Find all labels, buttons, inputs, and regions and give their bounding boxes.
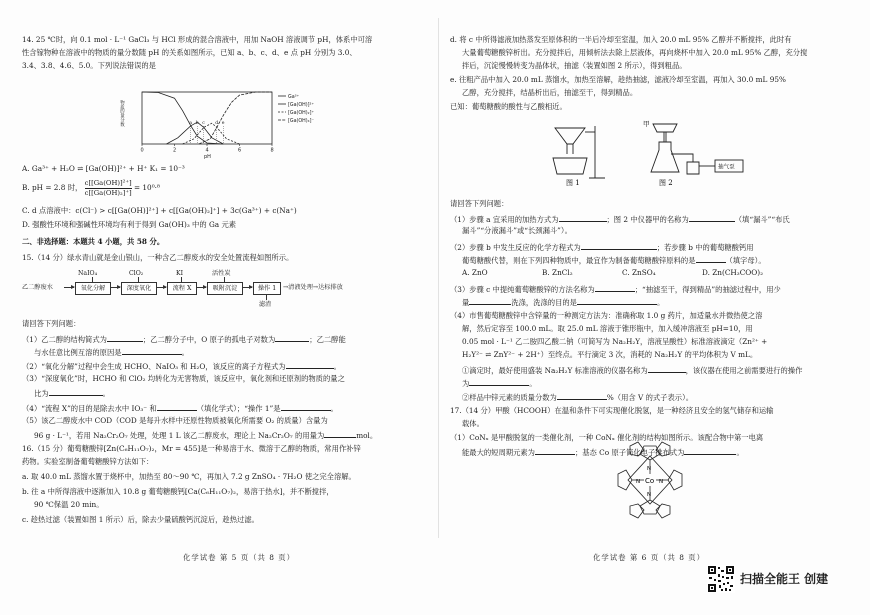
q16-stem-2: 药物。实验室制备葡萄糖酸锌方法如下： xyxy=(22,457,154,466)
legend-label: [Ga(OH)₄]⁻ xyxy=(288,119,314,124)
q16-sub-1-cont: 漏斗”“分液漏斗”或“长颈漏斗”）。 xyxy=(462,226,572,235)
q15-s4-text-b: （填化学式）；“操作 1”是 xyxy=(196,404,281,413)
q16-sub-4-3: 0.05 mol · L⁻¹ 乙二胺四乙酸二钠（可简写为 Na₂H₂Y，溶液呈酸性）标准溶液滴定（Zn²⁺ + xyxy=(462,337,768,346)
flow-output: →清液处理→达标排放 xyxy=(283,284,343,291)
scanner-watermark: 扫描全能王 创建 xyxy=(740,572,829,586)
q16-s3-text-a: （3）步骤 c 中提纯葡萄糖酸锌的方法名称为 xyxy=(450,285,595,294)
q16-s4-text-i: %（用含 V 的式子表示）。 xyxy=(606,393,694,402)
q17-s1-text-d: 能最大的短周期元素为 xyxy=(462,448,535,457)
q14-stem-line-1: 14. 25 ℃时，向 0.1 mol · L⁻¹ GaCl₃ 与 HCl 形成的混合溶液中，用加 NaOH 溶液调节 pH，体系中可溶 xyxy=(22,35,373,44)
flow-waste: 滤渣 xyxy=(259,301,272,308)
funnel-stem-2 xyxy=(664,132,666,142)
q16-s4-text-g: 为 xyxy=(462,379,470,388)
qr-code-icon xyxy=(707,565,735,593)
q15-s1-text-a: （1）乙二醇的结构简式为 xyxy=(22,335,107,344)
q16-step-d-3: 拌后，沉淀慢慢转变为晶体状，抽滤（装置如图 2 所示），得到粗品。 xyxy=(462,61,687,70)
q15-sub-3: （3）“深度氧化”时，HCHO 和 ClO₂ 均转化为无害物质，该反应中，氧化剂和还原剂的物质的量之 xyxy=(22,374,345,383)
q16-sub-4-6: 为 。 xyxy=(450,376,850,391)
answer-blank[interactable] xyxy=(559,212,607,222)
flow-reagent-clo2: ClO₂ xyxy=(129,270,144,277)
co-atom-label: Co xyxy=(645,477,655,485)
q15-s1-text-c: ；乙二醇能 xyxy=(309,335,346,344)
q15-sub-3-cont: 比为 。 xyxy=(22,386,422,401)
x-tick-label: 2 xyxy=(173,147,177,154)
suction-flask xyxy=(651,142,679,172)
answer-blank[interactable] xyxy=(286,359,334,369)
benzo-ring xyxy=(656,442,670,456)
flow-arrow xyxy=(196,287,206,288)
q16-s3-text-c: 量 xyxy=(462,298,470,307)
option-c: C. ZnSO₄ xyxy=(622,268,656,277)
n-atom-label: N xyxy=(647,466,652,472)
option-d: D. Zn(CH₃COO)₂ xyxy=(702,268,764,277)
q16-step-c: c. 趁热过滤（装置如图 1 所示）后，除去少量硫酸钙沉淀后，趁热过滤。 xyxy=(22,515,259,524)
q15-s1-text-d: 与水任意比例互溶的原因是 xyxy=(34,348,122,357)
q16-s3-text-b: ；“抽滤至干，得到精品”的抽滤过程中，用少 xyxy=(634,285,781,294)
answer-blank[interactable] xyxy=(696,253,726,263)
legend-label: [Ga(OH)]²⁺ xyxy=(288,103,314,108)
answer-blank[interactable] xyxy=(469,376,529,386)
answer-blank[interactable] xyxy=(157,401,197,411)
q15-s3-text-b: 比为 xyxy=(34,389,49,398)
figure-2-caption: 图 2 xyxy=(659,179,673,187)
q16-s1-text-b: ；图 2 中仪器甲的名称为 xyxy=(606,215,689,224)
q16-step-d: d. 将 c 中所得滤液加热蒸发至原体积的一半后冷却至室温，加入 20.0 mL 95% 乙醇并不断搅拌，此时有 xyxy=(450,35,792,44)
series-line xyxy=(199,92,272,144)
flow-arrow xyxy=(64,287,74,288)
q14-option-b-value: = 10⁰·⁸ xyxy=(133,183,160,193)
q16-step-a: a. 取 40.0 mL 蒸馏水置于烧杯中，加热至 80～90 ℃，再加入 7.2 g ZnSO₄ · 7H₂O 使之完全溶解。 xyxy=(22,472,356,481)
q14-option-b-fraction xyxy=(85,179,132,198)
flow-box-process-x: 流程 X xyxy=(167,282,197,295)
q16-s3-text-d: 洗涤，洗涤的目的是 xyxy=(511,298,577,307)
flow-reagent-line xyxy=(138,277,139,282)
point-label: c xyxy=(202,121,205,126)
q15-s5-text-c: mol。 xyxy=(356,431,378,440)
option-b: B. ZnCl₂ xyxy=(542,268,573,277)
legend-label: Ga³⁺ xyxy=(288,95,300,100)
point-label: b xyxy=(195,121,199,126)
answer-blank[interactable] xyxy=(595,282,635,292)
q16-sub-4-4: H₂Y²⁻ ⇌ ZnY²⁻ + 2H⁺）至终点。平行滴定 3 次，消耗的 Na₂H₂Y 的平均体积为 V mL。 xyxy=(462,350,758,359)
buchner-funnel xyxy=(653,124,677,132)
q15-ask: 请回答下列问题： xyxy=(22,319,81,328)
chart-frame xyxy=(142,92,272,144)
q14-stem-line-3: 3.4、3.8、4.6、5.0。下列说法错误的是 xyxy=(22,61,156,70)
flow-box-operation-1: 操作 1 xyxy=(253,282,281,295)
q16-s2-text-d: （填字母）。 xyxy=(725,256,766,265)
q16-step-b: b. 往 a 中所得溶液中逐渐加入 10.8 g 葡萄糖酸钙[Ca(C₆H₁₁O₇)₂，易溶于热水]，并不断搅拌， xyxy=(22,487,334,496)
flow-reagent-line xyxy=(92,277,93,282)
q14-option-c: C. d 点溶液中：c(Cl⁻) > c[[Ga(OH)]²⁺] + c[[Ga(OH)₂]⁺] + 3c(Ga³⁺) + c(Na⁺) xyxy=(22,206,297,215)
answer-blank[interactable] xyxy=(107,332,143,342)
answer-blank[interactable] xyxy=(689,212,735,222)
flow-box-adsorption: 吸附沉淀 xyxy=(207,282,243,295)
q15-s4-text-a: （4）“流程 X”的目的是除去水中 IO₃⁻ 和 xyxy=(22,404,157,413)
funnel-stem xyxy=(567,144,573,154)
page-5-column xyxy=(22,0,432,560)
pyrrole-right xyxy=(668,470,682,490)
flow-box-oxidation: 氧化分解 xyxy=(75,282,111,295)
fraction-denominator: c[[Ga(OH)₂]⁺] xyxy=(84,189,132,197)
answer-blank[interactable] xyxy=(324,428,356,438)
q16-s4-text-e: ①滴定时，最好使用盛装 Na₂H₂Y 标准溶液的仪器名称为 xyxy=(462,366,648,375)
flow-reagent-carbon: 活性炭 xyxy=(212,270,231,277)
answer-blank[interactable] xyxy=(275,332,309,342)
species-distribution-chart xyxy=(114,84,334,164)
x-tick-label: 8 xyxy=(270,147,274,154)
q14-option-b-prefix: B. pH = 2.8 时， xyxy=(22,183,83,193)
flow-arrow xyxy=(110,287,120,288)
page-6-footer: 化学试卷 第 6 页（共 8 页） xyxy=(593,553,706,562)
q17-sub-1-cont: 能最大的短周期元素为 ；基态 Co 原子简化电子排布式为 。 xyxy=(450,445,850,460)
fraction-numerator: c[[Ga(OH)]²⁺] xyxy=(84,179,132,187)
q16-s2-text-c: 葡萄糖酸代替，则在下列四种物质中，最宜作为制备葡萄糖酸锌原料的是 xyxy=(462,256,696,265)
point-label: e xyxy=(221,121,225,126)
flow-box-deep-oxidation: 深度氧化 xyxy=(121,282,157,295)
q16-s2-text-b: ；若步骤 b 中的葡萄糖酸钙用 xyxy=(656,243,754,252)
q15-s5-text-a: （5）该乙二醇废水中 COD（COD 是每升水样中还原性物质被氧化所需要 O₂ 的质量）含量为 xyxy=(22,416,328,425)
answer-blank[interactable] xyxy=(581,240,657,250)
x-tick-label: 4 xyxy=(205,147,209,154)
answer-blank[interactable] xyxy=(535,445,575,455)
q17-stem: 17.（14 分）甲酸（HCOOH）在温和条件下可实现催化脱氢，是一种经济且安全的氢气储存和运输 xyxy=(450,406,774,415)
q16-step-b-cont: 90 ℃保温 20 min。 xyxy=(34,500,104,509)
q16-sub-2-cont xyxy=(450,253,850,268)
option-a: A. ZnO xyxy=(462,268,488,277)
answer-blank[interactable] xyxy=(122,345,182,355)
q16-s4-text-h: ②样品中锌元素的质量分数为 xyxy=(462,393,557,402)
q16-s4-text-f: ，该仪器在使用之前需要进行的操作 xyxy=(685,366,803,375)
flow-reagent-ki: KI xyxy=(176,270,184,277)
q15-s1-text-b: ；乙二醇分子中，O 原子的孤电子对数为 xyxy=(142,335,276,344)
pump-label: 抽气泵 xyxy=(718,164,735,171)
q15-sub-4: （4）“流程 X”的目的是除去水中 IO₃⁻ 和 （填化学式）；“操作 1”是 。 xyxy=(22,401,422,416)
q16-step-e: e. 往粗产品中加入 20.0 mL 蒸馏水，加热至溶解，趁热抽滤，滤液冷却至室温，再加入 30.0 mL 95% xyxy=(450,75,786,84)
q15-sub-5-cont xyxy=(22,428,422,443)
page-6-column xyxy=(450,0,860,560)
q15-sub-1-cont: 与水任意比例互溶的原因是 。 xyxy=(22,345,422,360)
answer-blank[interactable] xyxy=(281,401,331,411)
q16-sub-3-cont: 量 洗涤，洗涤的目的是 。 xyxy=(450,295,850,310)
point-label: d xyxy=(215,121,219,126)
q16-ask: 请回答下列问题： xyxy=(450,199,509,208)
con-catalyst-structure xyxy=(600,440,700,520)
flow-reagent-line xyxy=(224,277,225,282)
benzo-ring xyxy=(630,504,644,518)
q16-s2-text-a: （2）步骤 b 中发生反应的化学方程式为 xyxy=(450,243,581,252)
funnel-shape xyxy=(555,128,585,144)
q17-s1-text-e: ；基态 Co 原子简化电子排布式为 xyxy=(574,448,685,457)
q15-s2-text: （2）“氧化分解”过程中会生成 HCHO、NaIO₃ 和 H₂O，该反应的离子方程式为 xyxy=(22,362,286,371)
flow-reagent-naio4: NaIO₄ xyxy=(78,270,98,277)
apparatus-figures xyxy=(545,118,765,188)
q16-sub-4-7 xyxy=(450,390,850,405)
n-atom-label: N xyxy=(659,479,664,485)
answer-blank[interactable] xyxy=(557,390,607,400)
q16-sub-4-2: 解，然后定容至 100.0 mL。取 25.0 mL 溶液于锥形瓶中，加入缓冲溶液至 pH=10，用 xyxy=(462,324,753,333)
column-divider xyxy=(438,18,439,538)
benzo-ring xyxy=(656,504,670,518)
section-2-heading: 二、非选择题：本题共 4 小题，共 58 分。 xyxy=(22,237,165,246)
q16-step-e-2: 乙醇，充分搅拌，结晶析出后，抽滤至干，得到精品。 xyxy=(462,88,638,97)
answer-blank[interactable] xyxy=(469,295,511,305)
q16-s1-text-a: （1）步骤 a 宜采用的加热方式为 xyxy=(450,215,559,224)
legend-label: [Ga(OH)₂]⁺ xyxy=(288,111,314,116)
wastewater-flowchart xyxy=(22,268,432,310)
answer-blank[interactable] xyxy=(49,386,103,396)
figure-1-caption: 图 1 xyxy=(566,179,580,187)
q17-sub-1: （1）CoNₓ 是甲酸脱氢的一类催化剂，一种 CoNₓ 催化剂的结构如图所示。该配合物中第一电离 xyxy=(450,433,764,442)
q15-s5-text-b: 96 g · L⁻¹，若用 Na₂Cr₂O₇ 处理，处理 1 L 该乙二醇废水，理论上 Na₂Cr₂O₇ 的用量为 xyxy=(34,431,325,440)
q14-stem-line-2: 性含镓物种在溶液中的物质的量分数随 pH 的关系如图所示，已知 a、b、c、d、e 点 pH 分别为 3.0、 xyxy=(22,48,357,57)
page-5-footer: 化学试卷 第 5 页（共 8 页） xyxy=(183,553,296,562)
y-axis-label: 物质的量分数 xyxy=(119,100,125,127)
stand-shape xyxy=(589,126,605,178)
answer-blank[interactable] xyxy=(577,295,657,305)
benzo-ring xyxy=(630,442,644,456)
q17-stem-2: 载体。 xyxy=(462,419,484,428)
point-label: a xyxy=(189,121,192,126)
n-atom-label: N xyxy=(636,479,641,485)
q15-stem: 15.（14 分）绿水青山就是金山银山，一种含乙二醇废水的安全处置流程如图所示。 xyxy=(22,253,294,262)
q15-sub-5 xyxy=(22,415,422,428)
flow-input: 乙二醇废水 xyxy=(22,284,53,291)
flow-reagent-line xyxy=(181,277,182,282)
q14-option-b xyxy=(22,179,422,201)
apparatus-jia-label: 甲 xyxy=(643,120,650,128)
q16-sub-2-options xyxy=(450,267,850,280)
q14-option-d: D. 强酸性环境和强碱性环境均有利于得到 Ga(OH)₃ 中的 Ga 元素 xyxy=(22,220,237,229)
q16-stem: 16.（15 分）葡萄糖酸锌[Zn(C₆H₁₁O₇)₂，Mr = 455]是一种易溶于水、微溶于乙醇的物质，常用作补锌 xyxy=(22,444,361,453)
x-tick-label: 0 xyxy=(140,147,144,154)
pyrrole-left xyxy=(618,470,632,490)
beaker-shape xyxy=(553,158,587,174)
q16-sub-4: （4）市售葡萄糖酸锌中含锌量的一种测定方法为：准确称取 1.0 g 药片，加适量水并微热使之溶 xyxy=(450,311,763,320)
q16-s1-text-c: （填“漏斗”“布氏 xyxy=(734,215,790,224)
n-atom-label: N xyxy=(647,492,652,498)
q16-known: 已知：葡萄糖酸的酸性与乙酸相近。 xyxy=(450,102,567,111)
q14-option-a: A. Ga³⁺ + H₂O ⇌ [Ga(OH)]²⁺ + H⁺ K₁ = 10⁻³ xyxy=(22,164,185,173)
answer-blank[interactable] xyxy=(648,363,686,373)
flow-arrow xyxy=(242,287,252,288)
trap-bottle xyxy=(687,162,699,174)
q16-step-d-2: 大量葡萄糖酸锌析出。充分搅拌后，用倾析法去除上层液体，再向烧杯中加入 20.0 mL 95% 乙醇，充分搅 xyxy=(462,48,808,57)
x-axis-label: pH xyxy=(204,154,211,160)
x-tick-label: 6 xyxy=(238,147,242,154)
flow-arrow xyxy=(156,287,166,288)
q15-sub-2: （2）“氧化分解”过程中会生成 HCHO、NaIO₃ 和 H₂O，该反应的离子方程式为 。 xyxy=(22,359,422,374)
